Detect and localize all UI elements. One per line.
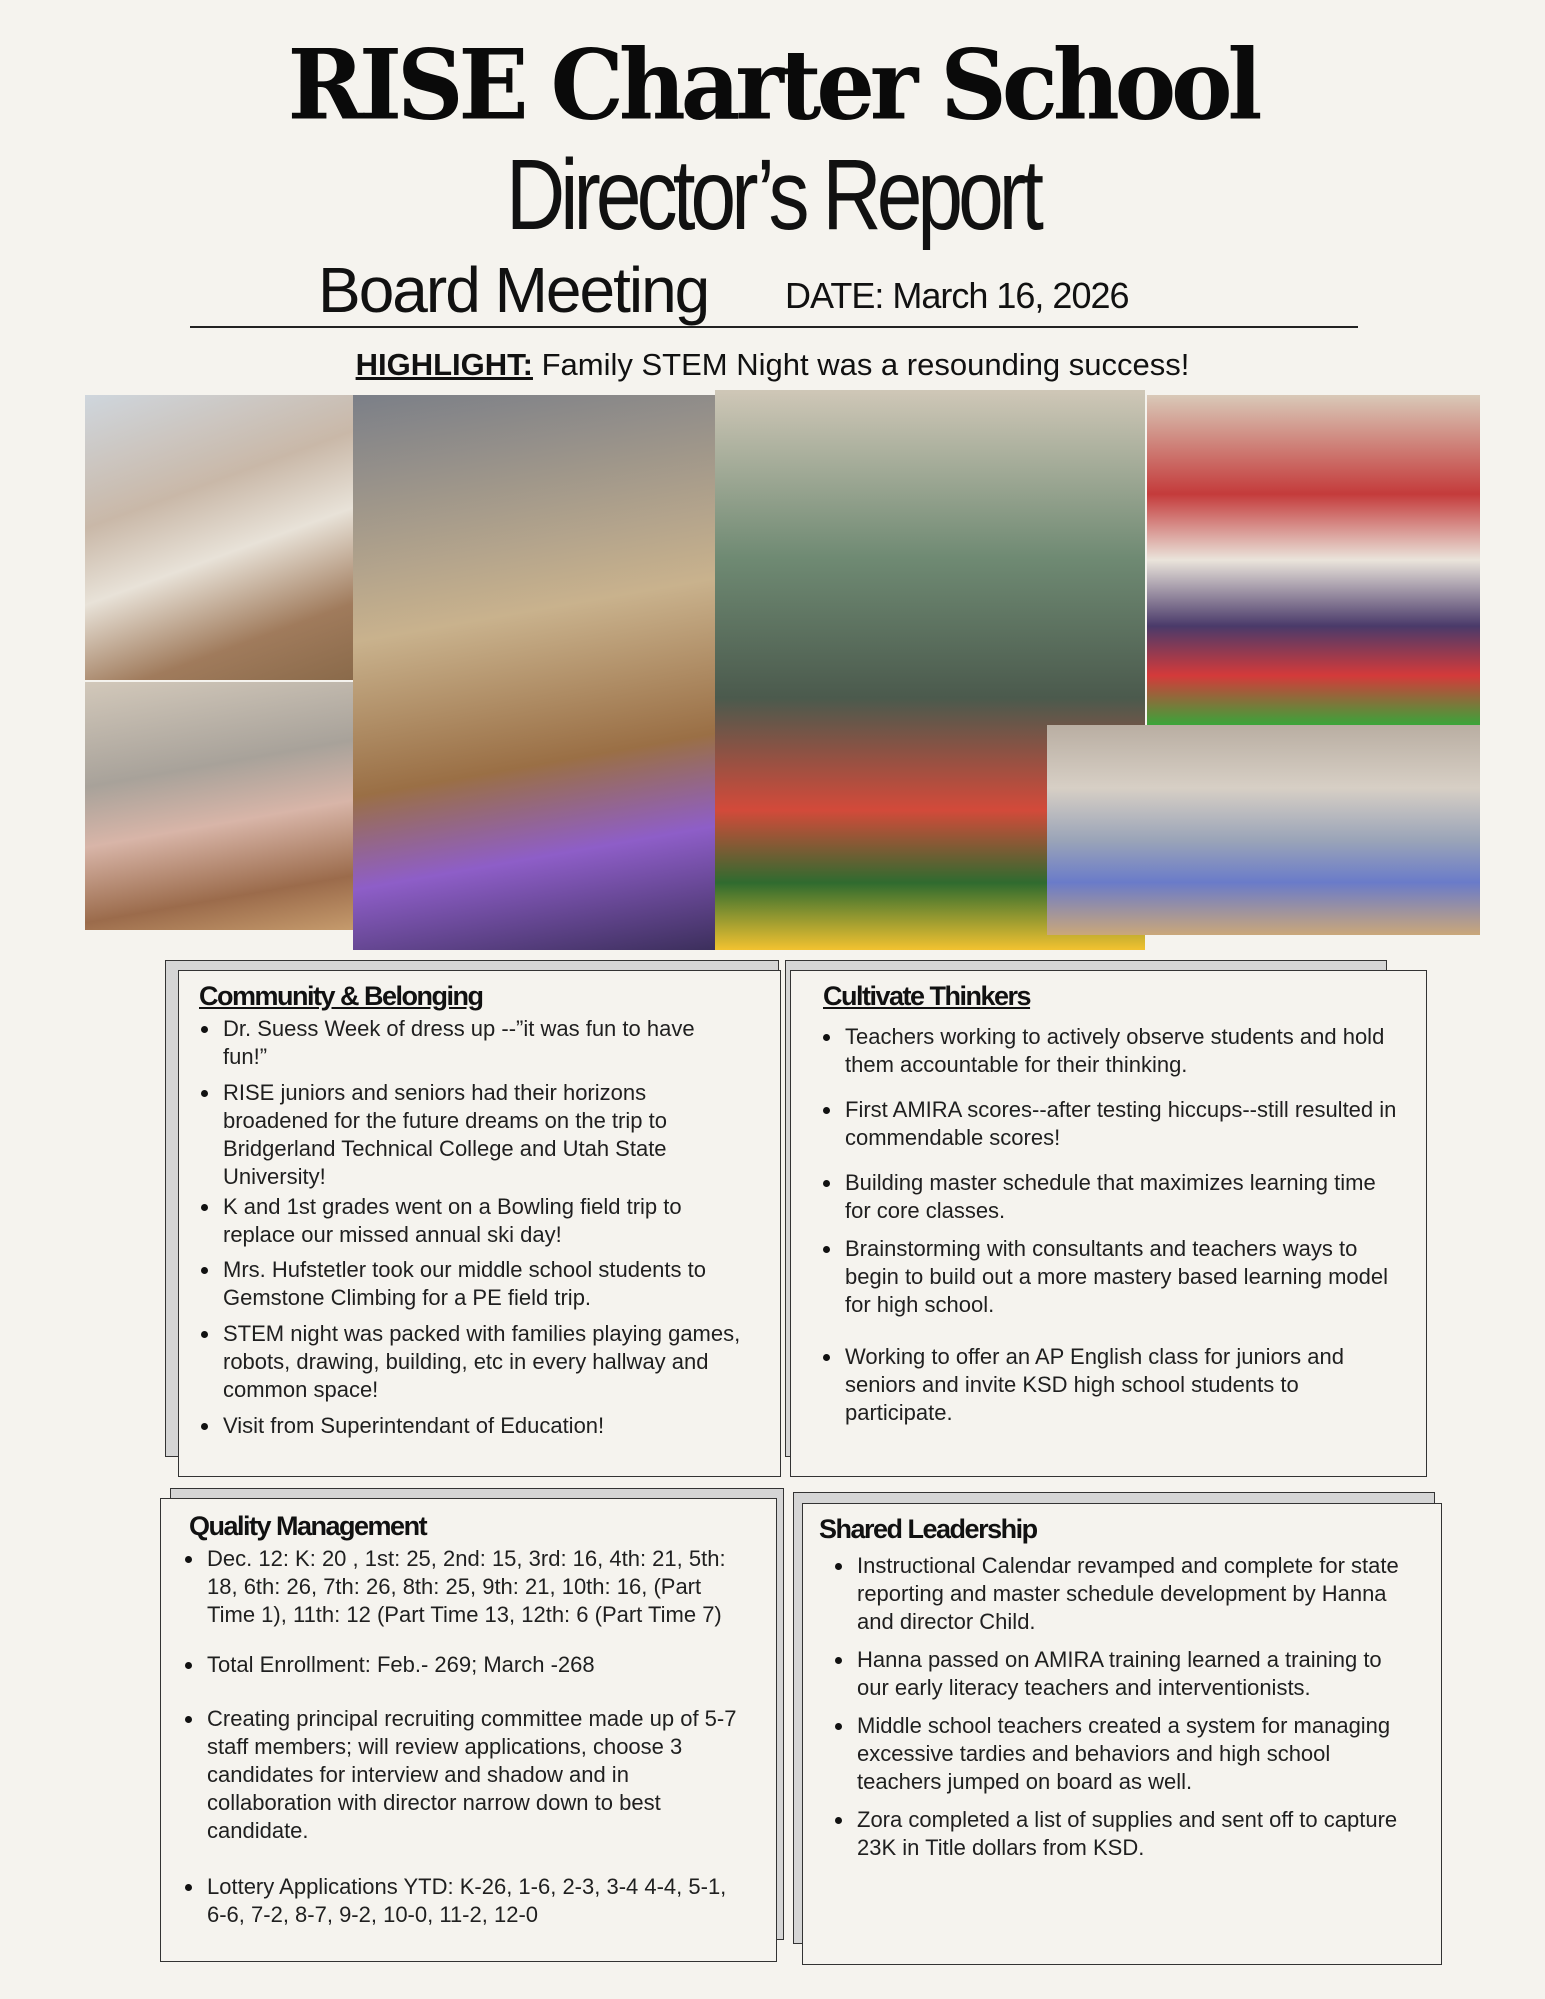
quality-box xyxy=(160,1498,777,1962)
header-divider xyxy=(190,326,1358,328)
list-item: Dr. Suess Week of dress up --”it was fun to have fun!” xyxy=(201,1015,741,1071)
leadership-title: Shared Leadership xyxy=(819,1514,1037,1544)
list-item: Lottery Applications YTD: K-26, 1-6, 2-3, 3-4 4-4, 5-1, 6-6, 7-2, 8-7, 9-2, 10-0, 11-2, 12-0 xyxy=(185,1873,750,1929)
list-item: Teachers working to actively observe students and hold them accountable for their thinking. xyxy=(823,1023,1403,1079)
community-box xyxy=(178,970,781,1477)
list-item: Visit from Superintendant of Education! xyxy=(201,1412,741,1440)
meeting-label: Board Meeting xyxy=(318,254,709,326)
date-value: March 16, 2026 xyxy=(892,275,1129,316)
list-item: STEM night was packed with families playing games, robots, drawing, building, etc in every hallway and common space! xyxy=(201,1320,741,1404)
list-item: Building master schedule that maximizes learning time for core classes. xyxy=(823,1169,1403,1225)
list-item: Dec. 12: K: 20 , 1st: 25, 2nd: 15, 3rd: 16, 4th: 21, 5th: 18, 6th: 26, 7th: 26, 8th: 25, 9th: 21, 10th: 16, (Part Time 1), 11th: 12 (Part Time 13, 12th: 6 (Part Time 7) xyxy=(185,1545,750,1629)
list-item: Mrs. Hufstetler took our middle school students to Gemstone Climbing for a PE field trip. xyxy=(201,1256,741,1312)
date-label: DATE: xyxy=(785,275,884,316)
quality-title: Quality Management xyxy=(189,1511,427,1541)
highlight-banner xyxy=(0,345,1545,385)
thinkers-list xyxy=(803,1023,1403,1427)
community-title: Community & Belonging xyxy=(199,981,483,1011)
list-item: Creating principal recruiting committee made up of 5-7 staff members; will review applications, choose 3 candidates for interview and shadow and in collaboration with director narrow down to best candidate. xyxy=(185,1705,750,1845)
list-item: Middle school teachers created a system for managing excessive tardies and behaviors and high school teachers jumped on board as well. xyxy=(835,1712,1415,1796)
leadership-list xyxy=(815,1552,1415,1862)
list-item: Zora completed a list of supplies and sent off to capture 23K in Title dollars from KSD. xyxy=(835,1806,1415,1862)
community-list xyxy=(181,1015,741,1440)
list-item: RISE juniors and seniors had their horizons broadened for the future dreams on the trip to Bridgerland Technical College and Utah State University! xyxy=(201,1079,741,1191)
list-item: Instructional Calendar revamped and complete for state reporting and master schedule development by Hanna and director Child. xyxy=(835,1552,1415,1636)
date-row xyxy=(785,272,1129,320)
quality-list xyxy=(165,1545,750,1929)
list-item: Total Enrollment: Feb.- 269; March -268 xyxy=(185,1651,750,1679)
photo-hallway-activity xyxy=(85,682,387,930)
leadership-box xyxy=(802,1503,1442,1965)
list-item: First AMIRA scores--after testing hiccups--still resulted in commendable scores! xyxy=(823,1096,1403,1152)
photo-marshmallow-building xyxy=(85,395,353,680)
thinkers-title: Cultivate Thinkers xyxy=(823,981,1031,1011)
thinkers-box xyxy=(790,970,1427,1477)
photo-kids-at-table xyxy=(1047,725,1480,935)
report-title: Director’s Report xyxy=(505,139,1040,251)
photo-lego-table xyxy=(1147,395,1480,725)
list-item: Hanna passed on AMIRA training learned a training to our early literacy teachers and interventionists. xyxy=(835,1646,1415,1702)
list-item: K and 1st grades went on a Bowling field trip to replace our missed annual ski day! xyxy=(201,1193,741,1249)
highlight-label: HIGHLIGHT: xyxy=(355,347,533,382)
photo-collage xyxy=(85,390,1480,950)
highlight-text: Family STEM Night was a resounding success! xyxy=(541,347,1190,382)
photo-butterfly-craft xyxy=(353,395,715,950)
list-item: Brainstorming with consultants and teachers ways to begin to build out a more mastery based learning model for high school. xyxy=(823,1235,1403,1319)
list-item: Working to offer an AP English class for juniors and seniors and invite KSD high school students to participate. xyxy=(823,1343,1403,1427)
school-name: RISE Charter School xyxy=(287,28,1258,142)
